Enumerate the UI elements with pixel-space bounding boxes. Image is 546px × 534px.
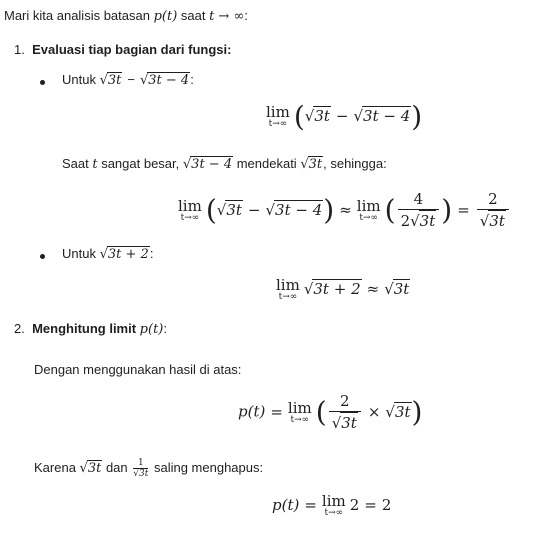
radicand: 3t [341, 414, 357, 432]
bullet-2-suffix: : [149, 246, 154, 261]
equation-3 [276, 278, 410, 302]
lim-subscript: t→∞ [268, 119, 288, 129]
sqrt-3t [305, 106, 331, 125]
step-2-heading [14, 321, 167, 337]
note-text-after: , sehingga: [323, 156, 387, 171]
intro-mid: saat [177, 8, 210, 23]
lim-subscript: t→∞ [324, 508, 344, 518]
lim-text: lim [276, 276, 300, 294]
minus-sign: − [247, 200, 261, 219]
lim-text: lim [178, 196, 202, 215]
denominator [398, 209, 440, 231]
lim-operator [356, 196, 381, 223]
bullet-1-dot [40, 80, 45, 85]
radicand: 3t [308, 157, 323, 172]
bullet-2-dot [40, 254, 45, 259]
den-coef: 2 [400, 212, 411, 230]
lim-subscript: t→∞ [359, 212, 379, 223]
radical-sign: √ [353, 107, 364, 125]
p-of-t: p(t) [238, 402, 266, 421]
radicand: 3t [87, 460, 102, 476]
radicand: 3t + 2 [313, 280, 361, 298]
note-text-mid2: mendekati [233, 156, 301, 171]
result-two: 2 [349, 496, 360, 514]
note2-after: saling menghapus: [150, 459, 264, 475]
lim-operator [287, 398, 312, 425]
radical-sign: √ [133, 469, 140, 479]
radical-sign: √ [99, 247, 108, 262]
note-text-mid: sangat besar, [97, 156, 183, 171]
radicand: 3t − 4 [275, 200, 323, 219]
intro-func: p(t) [153, 9, 178, 24]
step-2-title: Menghitung limit [32, 321, 140, 336]
equals-sign: = [304, 496, 317, 514]
fraction-2-over-sqrt3t [329, 392, 361, 433]
lim-subscript: t→∞ [290, 414, 310, 425]
equals-sign: = [364, 496, 377, 514]
radicand: 3t [314, 107, 330, 125]
bullet-1-suffix: : [190, 72, 194, 87]
sqrt-3t [384, 279, 410, 298]
equals-sign: = [457, 200, 470, 219]
paren-open: ( [205, 193, 217, 227]
lim-subscript: t→∞ [180, 212, 200, 223]
paren-close: ) [441, 193, 453, 227]
paren-open: ( [384, 193, 396, 227]
sqrt-3t-plus-2 [304, 279, 362, 298]
approx-sign: ≈ [339, 200, 352, 219]
radicand: 3t [393, 280, 410, 298]
lim-text: lim [287, 398, 312, 417]
step-2-sentence: Dengan menggunakan hasil di atas: [34, 362, 242, 377]
radical-sign: √ [479, 212, 490, 230]
paren-open: ( [315, 395, 327, 429]
step-2-number: 2. [14, 321, 25, 336]
lim-text: lim [266, 103, 290, 121]
note-var: t [92, 157, 98, 172]
radicand: 3t − 4 [191, 157, 233, 172]
step-2-note [34, 458, 263, 479]
minus-sign: − [127, 72, 135, 87]
paren-open: ( [293, 100, 305, 133]
paren-close: ) [323, 193, 335, 227]
sqrt-3t-plus-2 [100, 246, 150, 262]
denominator [329, 411, 361, 433]
radicand: 3t + 2 [107, 247, 149, 262]
radical-sign: √ [384, 280, 394, 298]
lim-operator [322, 494, 346, 518]
note2-mid: dan [102, 459, 132, 475]
step-1-title: Evaluasi tiap bagian dari fungsi: [32, 42, 232, 57]
paren-close: ) [411, 395, 423, 429]
radicand: 3t [226, 200, 242, 219]
sqrt-3t-minus-4 [183, 156, 233, 172]
equation-1 [266, 102, 422, 132]
radical-sign: √ [304, 107, 315, 125]
radicand: 3t [139, 469, 149, 479]
radicand: 3t − 4 [363, 107, 411, 125]
radical-sign: √ [182, 157, 192, 172]
bullet-1-prefix: Untuk [62, 72, 100, 87]
radical-sign: √ [99, 73, 108, 88]
radical-sign: √ [331, 414, 342, 432]
sqrt-3t [410, 210, 436, 231]
lim-text: lim [321, 492, 346, 510]
equals-sign: = [270, 402, 283, 421]
radicand: 3t − 4 [148, 73, 190, 88]
step-2-colon: : [163, 321, 167, 336]
sqrt-3t-minus-4 [140, 72, 190, 88]
equation-5 [272, 494, 391, 518]
intro-line [4, 8, 248, 24]
lim-operator [178, 196, 202, 223]
radicand: 3t [489, 212, 505, 230]
sqrt-3t-minus-4 [265, 200, 323, 219]
fraction-4-over-2sqrt3t [398, 190, 440, 231]
denominator [477, 209, 509, 231]
equation-2 [178, 190, 511, 231]
final-result: 2 [381, 496, 392, 514]
radical-sign: √ [79, 460, 88, 476]
fraction-1-over-sqrt3t [133, 458, 148, 479]
step-2-text [34, 362, 241, 377]
radicand: 3t [107, 73, 122, 88]
bullet-1 [62, 72, 194, 88]
sqrt-3t [332, 412, 358, 433]
step-1-number: 1. [14, 42, 25, 57]
bullet-2-prefix: Untuk [62, 246, 100, 261]
paren-close: ) [411, 100, 423, 133]
radicand: 3t [394, 402, 411, 421]
radical-sign: √ [410, 212, 420, 230]
denominator [133, 468, 148, 479]
sqrt-3t-minus-4 [353, 106, 411, 125]
sqrt-3t [480, 210, 506, 231]
intro-limit: t → ∞ [209, 9, 245, 24]
radical-sign: √ [385, 402, 395, 421]
radical-sign: √ [265, 200, 276, 219]
numerator: 1 [137, 458, 144, 468]
note-text: Saat [62, 156, 93, 171]
radical-sign: √ [303, 280, 314, 298]
numerator: 2 [339, 392, 350, 410]
radicand: 3t [419, 212, 436, 230]
sqrt-3t [217, 200, 243, 219]
minus-sign: − [335, 107, 349, 125]
note-line [62, 156, 387, 172]
equation-4 [238, 392, 422, 433]
p-of-t: p(t) [272, 496, 300, 514]
sqrt-3t [300, 156, 323, 172]
lim-operator [276, 278, 300, 302]
radical-sign: √ [216, 200, 227, 219]
sqrt-3t [80, 460, 103, 476]
sqrt-3t [100, 72, 123, 88]
sqrt-3t [385, 402, 411, 421]
numerator: 2 [488, 190, 498, 208]
intro-colon: : [244, 8, 248, 23]
radical-sign: √ [300, 157, 309, 172]
approx-sign: ≈ [366, 280, 380, 298]
radical-sign: √ [139, 73, 149, 88]
times-sign: × [367, 402, 381, 421]
lim-operator [266, 105, 290, 129]
numerator: 4 [413, 190, 424, 208]
step-2-func: p(t) [139, 322, 164, 337]
intro-text: Mari kita analisis batasan [4, 8, 154, 23]
fraction-2-over-sqrt3t [477, 190, 509, 231]
bullet-2 [62, 246, 153, 262]
lim-text: lim [356, 196, 381, 215]
note2-text: Karena [34, 459, 80, 475]
step-1-heading [14, 42, 231, 57]
lim-subscript: t→∞ [278, 292, 298, 302]
